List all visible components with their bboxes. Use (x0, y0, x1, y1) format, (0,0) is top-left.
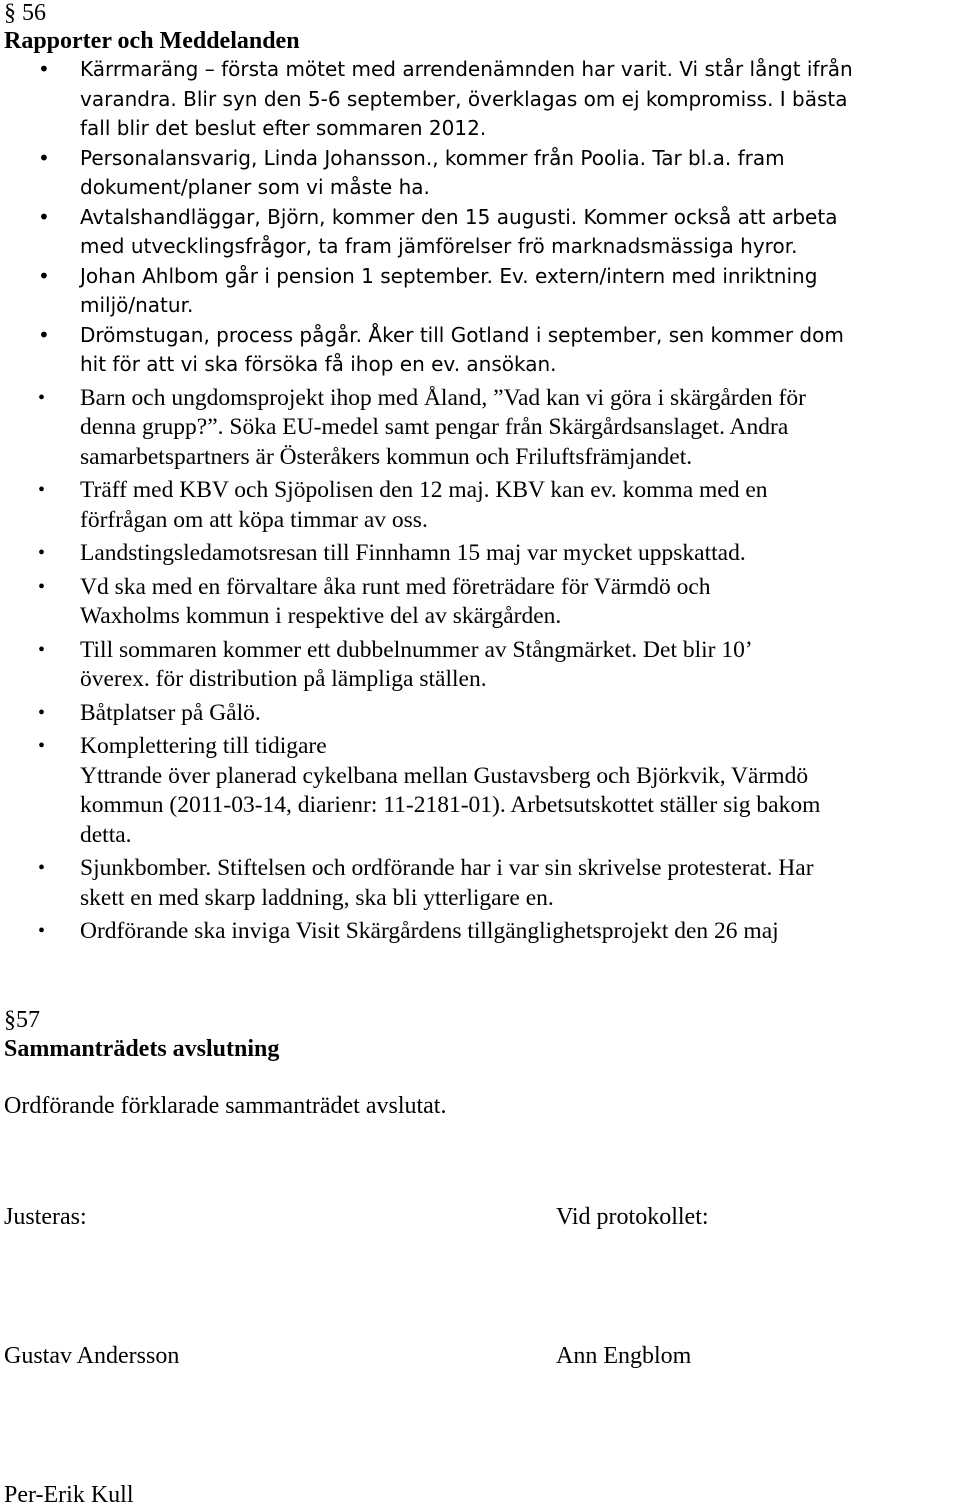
section-57-title: Sammanträdets avslutning (4, 1036, 280, 1062)
list-item-line: Vd ska med en förvaltare åka runt med företrädare för Värmdö och (80, 573, 711, 600)
signature-label-left: Justeras: (4, 1204, 87, 1230)
signature-name-right: Ann Engblom (556, 1343, 692, 1369)
list-item-line: Sjunkbomber. Stiftelsen och ordförande har i var sin skrivelse protesterat. Har (80, 855, 814, 881)
list-item-line: Barn och ungdomsprojekt ihop med Åland, ”Vad kan vi göra i skärgården för (80, 384, 806, 411)
list-item (0, 573, 960, 632)
bullet-icon: • (38, 386, 46, 409)
list-item-line: Komplettering till tidigare (80, 733, 327, 759)
list-item (0, 321, 960, 380)
section-57-number: §57 (4, 1007, 40, 1033)
bullet-icon: • (38, 263, 50, 288)
list-item (0, 854, 960, 913)
list-item-line: Avtalshandläggar, Björn, kommer den 15 augusti. Kommer också att arbeta (80, 204, 838, 229)
list-item-line: kommun (2011-03-14, diarienr: 11-2181-01). Arbetsutskottet ställer sig bakom (80, 792, 821, 818)
signature-name-bottom: Per-Erik Kull (4, 1482, 134, 1508)
report-list (0, 55, 960, 947)
list-item (0, 55, 960, 144)
section-56-title: Rapporter och Meddelanden (4, 28, 300, 54)
list-item-line: hit för att vi ska försöka få ihop en ev. ansökan. (80, 352, 557, 376)
list-item (0, 636, 960, 695)
section-57-text: Ordförande förklarade sammanträdet avslutat. (4, 1093, 447, 1119)
bullet-icon: • (38, 479, 46, 501)
list-item-line: varandra. Blir syn den 5-6 september, överklagas om ej kompromiss. I bästa (80, 86, 848, 111)
list-item (0, 539, 960, 569)
list-item-line: Yttrande över planerad cykelbana mellan Gustavsberg och Björkvik, Värmdö (80, 762, 809, 789)
list-item-line: Träff med KBV och Sjöpolisen den 12 maj. KBV kan ev. komma med en (80, 477, 768, 503)
list-item (0, 144, 960, 203)
list-item-line: dokument/planer som vi måste ha. (80, 175, 430, 199)
list-item (0, 203, 960, 262)
bullet-icon: • (38, 920, 46, 942)
list-item-line: skett en med skarp laddning, ska bli ytterligare en. (80, 884, 554, 911)
list-item (0, 732, 960, 850)
list-item-line: Till sommaren kommer ett dubbelnummer av Stångmärket. Det blir 10’ (80, 636, 753, 663)
list-item (0, 917, 960, 947)
list-item-line: Personalansvarig, Linda Johansson., kommer från Poolia. Tar bl.a. fram (80, 145, 785, 170)
list-item-line: Waxholms kommun i respektive del av skärgården. (80, 603, 562, 629)
bullet-icon: • (38, 575, 46, 598)
list-item-line: Båtplatser på Gålö. (80, 699, 261, 726)
signature-label-right: Vid protokollet: (556, 1204, 709, 1230)
list-item (0, 476, 960, 535)
list-item (0, 699, 960, 729)
bullet-icon: • (38, 735, 46, 757)
bullet-icon: • (38, 57, 50, 81)
bullet-icon: • (38, 638, 46, 661)
list-item-line: samarbetspartners är Österåkers kommun och Friluftsfrämjandet. (80, 443, 693, 470)
bullet-icon: • (38, 701, 46, 724)
bullet-icon: • (38, 542, 46, 564)
list-item-line: med utvecklingsfrågor, ta fram jämförelser frö marknadsmässiga hyror. (80, 234, 798, 258)
list-item-line: förfrågan om att köpa timmar av oss. (80, 506, 428, 533)
list-item-line: Landstingsledamotsresan till Finnhamn 15 maj var mycket uppskattad. (80, 540, 746, 566)
list-item-line: Drömstugan, process pågår. Åker till Gotland i september, sen kommer dom (80, 322, 844, 347)
list-item-line: överex. för distribution på lämpliga ställen. (80, 666, 487, 692)
bullet-icon: • (38, 204, 50, 229)
section-56-number: § 56 (4, 0, 46, 26)
bullet-icon: • (38, 322, 50, 347)
list-item-line: miljö/natur. (80, 293, 194, 317)
list-item-line: fall blir det beslut efter sommaren 2012. (80, 116, 487, 140)
list-item (0, 262, 960, 321)
list-item-line: Kärrmaräng – första mötet med arrendenämnden har varit. Vi står långt ifrån (80, 57, 853, 81)
bullet-icon: • (38, 145, 50, 170)
list-item-line: denna grupp?”. Söka EU-medel samt pengar från Skärgårdsanslaget. Andra (80, 414, 789, 440)
list-item-line: detta. (80, 821, 132, 848)
list-item-line: Johan Ahlbom går i pension 1 september. Ev. extern/intern med inriktning (80, 263, 818, 288)
list-item (0, 384, 960, 473)
signature-name-left: Gustav Andersson (4, 1343, 180, 1369)
list-item-line: Ordförande ska inviga Visit Skärgårdens tillgänglighetsprojekt den 26 maj (80, 918, 779, 944)
bullet-icon: • (38, 857, 46, 879)
